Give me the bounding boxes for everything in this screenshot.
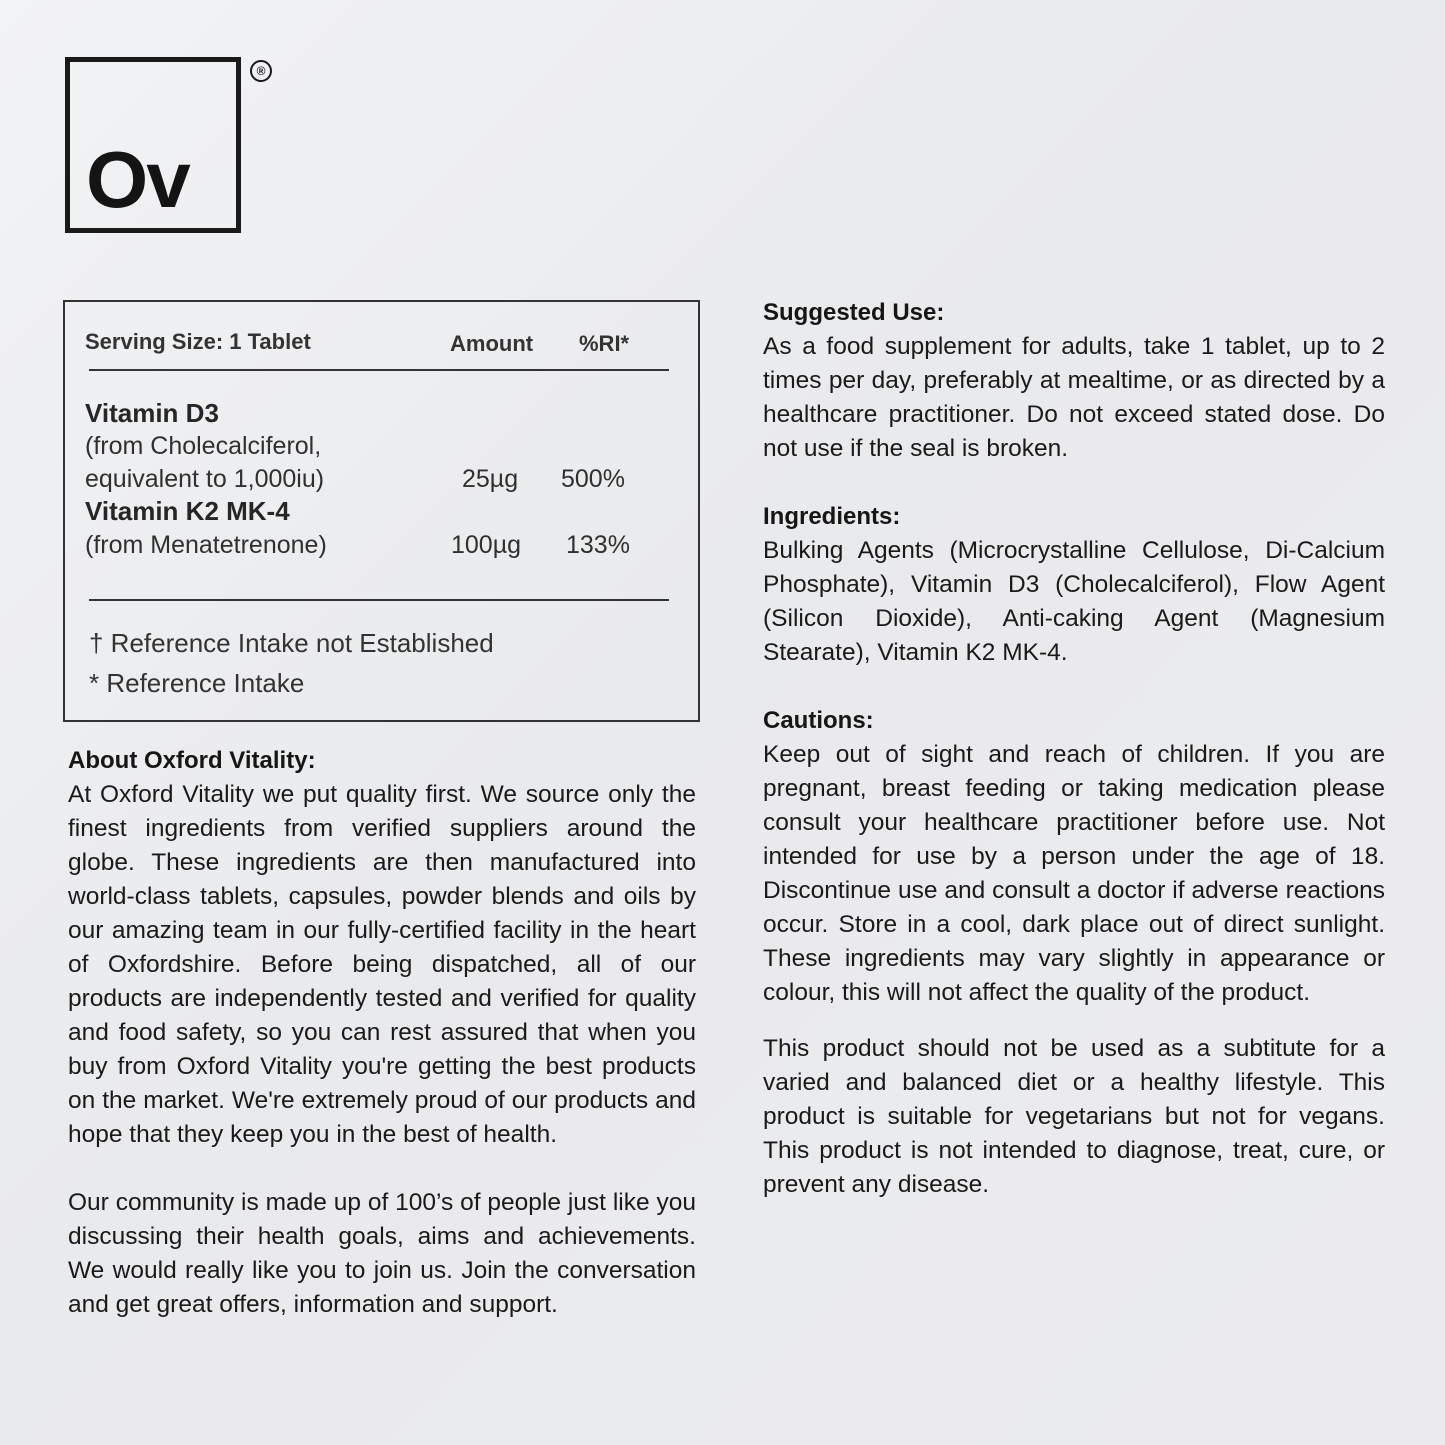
ingredients-text: Bulking Agents (Microcrystalline Cellulose, Di-Calcium Phosphate), Vitamin D3 (Cholecalciferol), Flow Agent (Silicon Dioxide), Anti-caking Agent (Magnesium Stearate), Vitamin K2 MK-4. <box>763 537 1385 666</box>
footnote-ri-not-established: † Reference Intake not Established <box>89 628 494 658</box>
amount-header: Amount <box>450 331 534 356</box>
about-paragraph: At Oxford Vitality we put quality first. We source only the finest ingredients from verified suppliers around the globe. These ingredients are then manufactured into world-class tablets, capsules, powder blends and oils by our amazing team in our fully-certified facility in the heart of Oxfordshire. Before being dispatched, all of our products are independently tested and verified for quality and food safety, so you can rest assured that when you buy from Oxford Vitality you're getting the best products on the market. We're extremely proud of our products and hope that they keep you in the best of health. <box>68 781 696 1148</box>
header-divider <box>89 369 669 371</box>
nutrient-detail-d3-2: equivalent to 1,000iu) <box>85 465 325 493</box>
serving-size-label: Serving Size: 1 Tablet <box>85 329 311 354</box>
logo-text: Ov <box>86 135 189 224</box>
info-column <box>763 296 1385 1202</box>
footnote-ri: * Reference Intake <box>89 668 305 698</box>
cautions-heading: Cautions: <box>763 707 874 734</box>
nutrient-detail-k2: (from Menatetrenone) <box>85 531 327 559</box>
community-paragraph: Our community is made up of 100’s of people just like you discussing their health goals, aims and achievements. We would really like you to join us. Join the conversation and get great offers, information and support. <box>68 1189 696 1318</box>
about-section <box>68 744 696 1322</box>
suggested-use-heading: Suggested Use: <box>763 299 945 326</box>
ingredients-heading: Ingredients: <box>763 503 901 530</box>
cautions-text: Keep out of sight and reach of children. If you are pregnant, breast feeding or taking medication please consult your healthcare practitioner before use. Not intended for use by a person under the age of 18. Discontinue use and consult a doctor if adverse reactions occur. Store in a cool, dark place out of direct sunlight. These ingredients may vary slightly in appearance or colour, this will not affect the quality of the product. <box>763 741 1385 1006</box>
footer-divider <box>89 599 669 601</box>
nutrient-amount-d3: 25µg <box>462 465 519 493</box>
suggested-use-text: As a food supplement for adults, take 1 tablet, up to 2 times per day, preferably at mealtime, or as directed by a healthcare practitioner. Do not exceed stated dose. Do not use if the seal is broken. <box>763 333 1385 462</box>
ri-header: %RI* <box>579 331 630 356</box>
brand-logo <box>65 57 241 233</box>
nutrient-ri-k2: 133% <box>566 531 630 559</box>
nutrient-amount-k2: 100µg <box>451 531 522 559</box>
nutrient-detail-d3-1: (from Cholecalciferol, <box>85 432 322 460</box>
nutrient-ri-d3: 500% <box>561 465 625 493</box>
about-heading: About Oxford Vitality: <box>68 747 316 774</box>
disclaimer-text: This product should not be used as a subtitute for a varied and balanced diet or a healthy lifestyle. This product is suitable for vegetarians but not for vegans. This product is not intended to diagnose, treat, cure, or prevent any disease. <box>763 1035 1385 1198</box>
nutrient-name-d3: Vitamin D3 <box>85 398 219 428</box>
nutrient-name-k2: Vitamin K2 MK-4 <box>85 496 290 526</box>
registered-mark: ® <box>250 60 272 82</box>
nutrition-panel <box>63 300 700 722</box>
